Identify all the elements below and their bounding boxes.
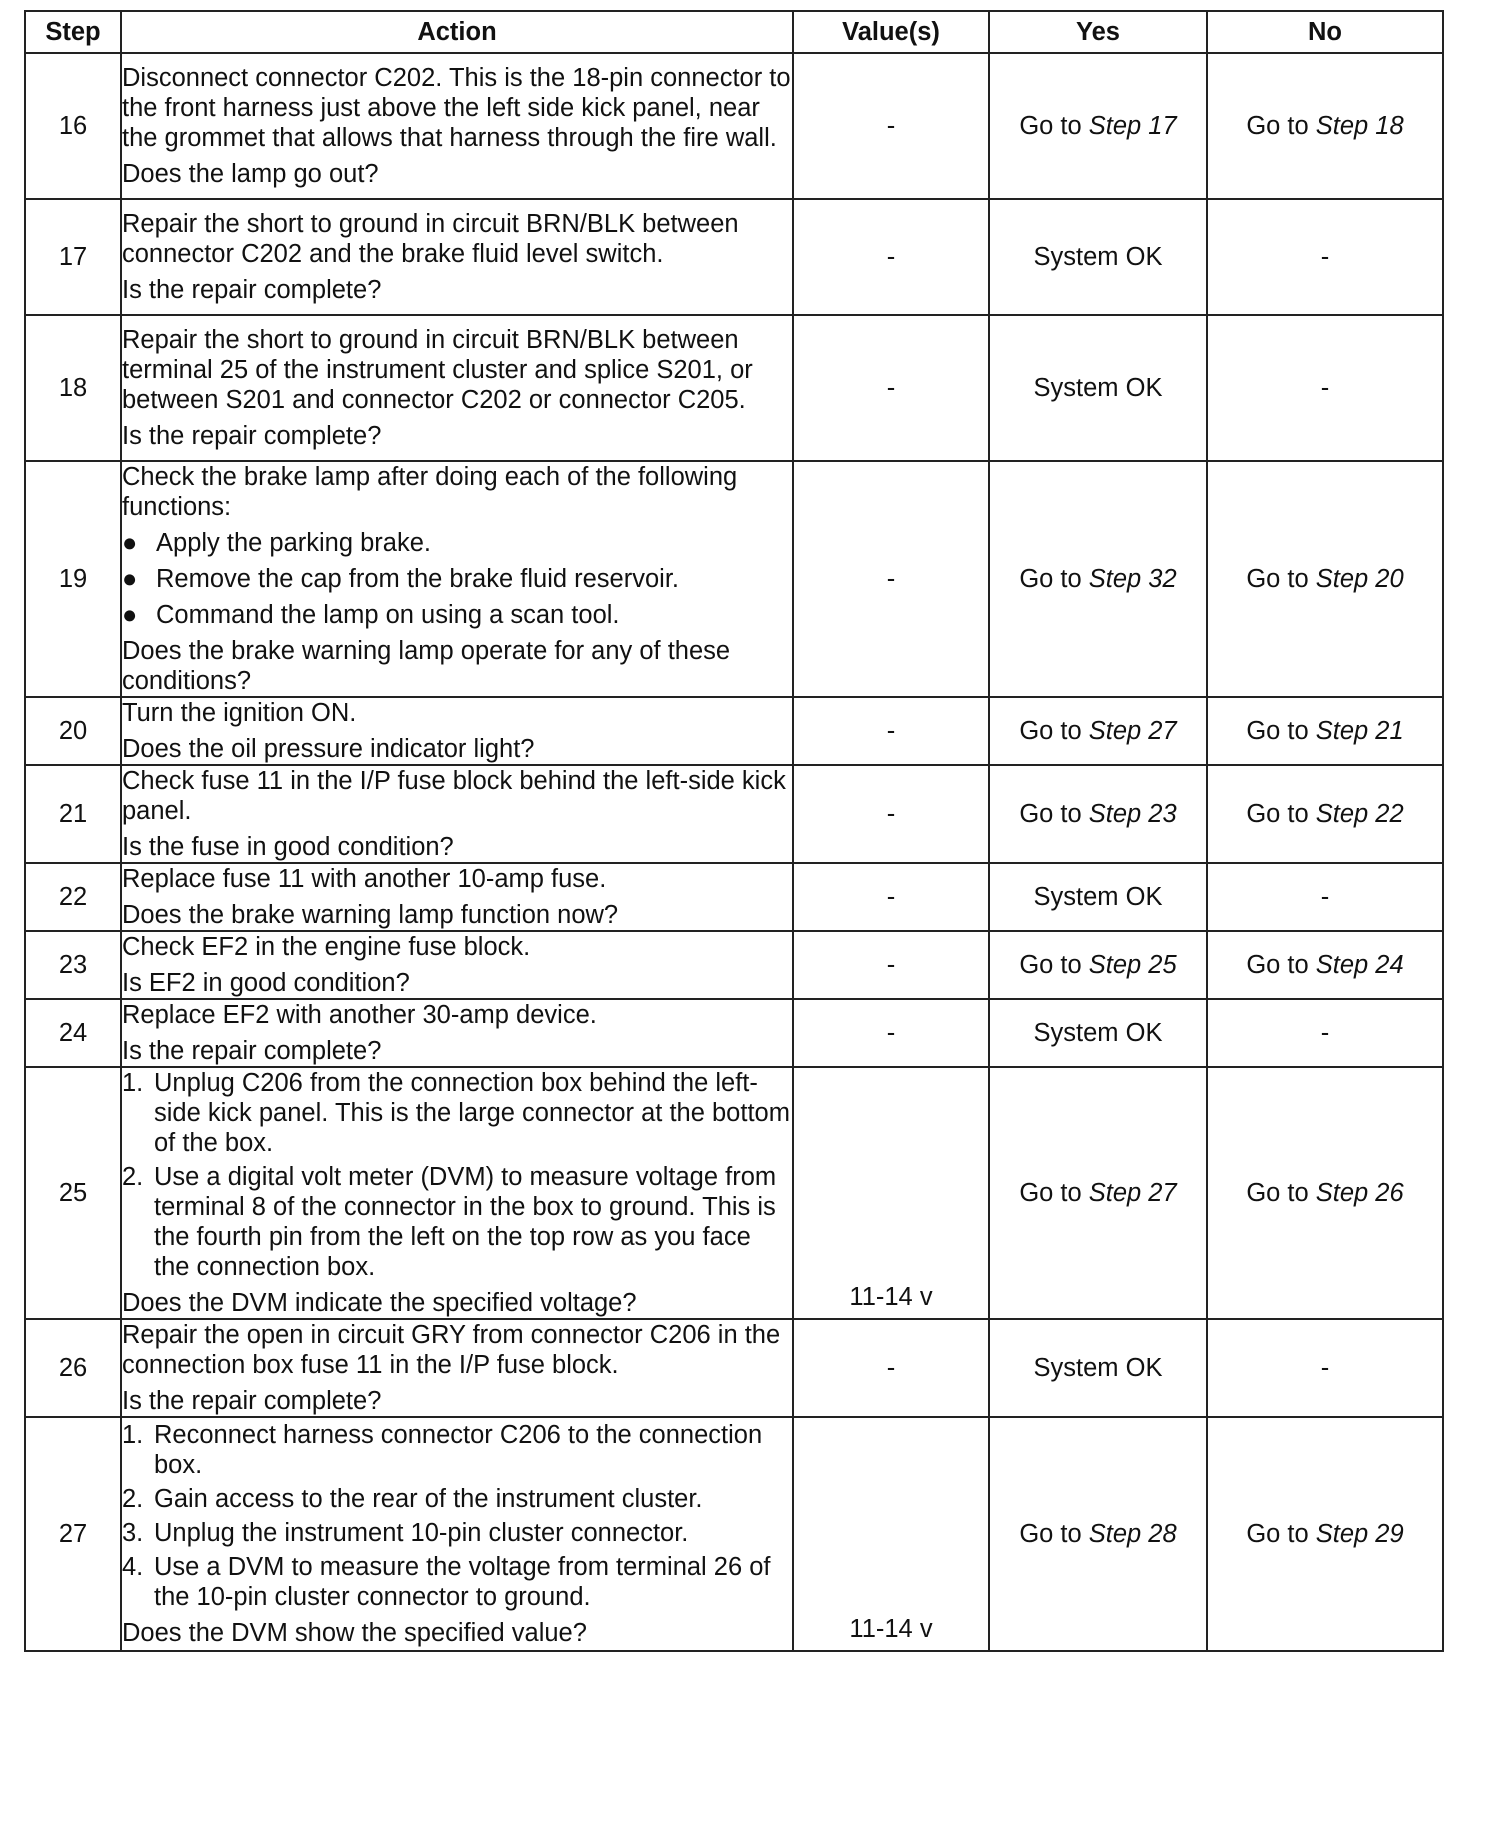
diagnostic-table [24, 10, 1444, 1652]
step-number: 20 [25, 697, 121, 765]
value-text: - [886, 374, 896, 402]
step-number: 24 [25, 999, 121, 1067]
numbered-item [122, 1162, 792, 1282]
yes-text: System OK [1033, 374, 1163, 402]
numbered-text: Reconnect harness connector C206 to the connection box. [154, 1421, 763, 1479]
item-number: 1. [122, 1069, 144, 1097]
no-cell [1207, 931, 1443, 999]
no-text: - [1320, 243, 1330, 271]
step-number: 21 [25, 765, 121, 863]
numbered-text: Use a digital volt meter (DVM) to measure voltage from terminal 8 of the connector in the box to ground. This is the fourth pin from the left on the top row as you face the connection box. [154, 1163, 777, 1281]
table-row [25, 199, 1443, 315]
value-text: - [886, 1354, 896, 1382]
value-text: - [886, 883, 896, 911]
table-row [25, 863, 1443, 931]
table-row [25, 53, 1443, 199]
table-row [25, 461, 1443, 697]
numbered-item [122, 1420, 792, 1480]
bullet-icon: ● [122, 529, 138, 557]
value-text: - [886, 243, 896, 271]
value-cell [793, 461, 989, 697]
no-goto [1246, 717, 1403, 745]
action-text: Check the brake lamp after doing each of the following functions: [122, 463, 738, 521]
action-text: Turn the ignition ON. [122, 699, 357, 727]
step-number: 19 [25, 461, 121, 697]
goto-step-link: Step 17 [1088, 112, 1177, 140]
action-cell [121, 931, 793, 999]
numbered-text: Use a DVM to measure the voltage from terminal 26 of the 10-pin cluster connector to ground. [154, 1553, 771, 1611]
no-text: - [1320, 1019, 1330, 1047]
bullet-text: Command the lamp on using a scan tool. [156, 601, 620, 629]
step-number: 25 [25, 1067, 121, 1319]
goto-step-link: Step 29 [1315, 1520, 1404, 1548]
step-number: 22 [25, 863, 121, 931]
value-text: - [886, 565, 896, 593]
goto-prefix: Go to [1019, 717, 1089, 745]
goto-step-link: Step 27 [1088, 717, 1177, 745]
action-cell [121, 1067, 793, 1319]
header-step: Step [25, 11, 121, 53]
item-number: 2. [122, 1485, 144, 1513]
goto-step-link: Step 21 [1315, 717, 1404, 745]
goto-prefix: Go to [1246, 951, 1316, 979]
action-text: Disconnect connector C202. This is the 18-pin connector to the front harness just above the left side kick panel, near the grommet that allows that harness through the fire wall. [122, 64, 791, 152]
goto-step-link: Step 22 [1315, 800, 1404, 828]
no-goto [1246, 565, 1403, 593]
value-text: 11-14 v [849, 1615, 933, 1643]
action-cell [121, 765, 793, 863]
table-row [25, 765, 1443, 863]
table-body [25, 53, 1443, 1651]
value-text: - [886, 951, 896, 979]
action-question: Does the brake warning lamp operate for any of these conditions? [122, 637, 731, 695]
item-number: 4. [122, 1553, 144, 1581]
goto-prefix: Go to [1019, 1520, 1089, 1548]
numbered-item [122, 1518, 792, 1548]
no-text: - [1320, 374, 1330, 402]
no-cell [1207, 863, 1443, 931]
item-number: 2. [122, 1163, 144, 1191]
no-goto [1246, 800, 1403, 828]
no-cell [1207, 697, 1443, 765]
yes-cell [989, 765, 1207, 863]
goto-prefix: Go to [1019, 112, 1089, 140]
no-cell [1207, 1417, 1443, 1651]
numbered-text: Unplug the instrument 10-pin cluster connector. [154, 1519, 689, 1547]
yes-cell [989, 315, 1207, 461]
action-cell [121, 1417, 793, 1651]
bullet-text: Apply the parking brake. [156, 529, 431, 557]
value-text: - [886, 112, 896, 140]
yes-goto [1019, 112, 1176, 140]
yes-cell [989, 53, 1207, 199]
action-text: Check fuse 11 in the I/P fuse block behind the left-side kick panel. [122, 767, 786, 825]
goto-prefix: Go to [1019, 1179, 1089, 1207]
yes-cell [989, 199, 1207, 315]
header-values: Value(s) [793, 11, 989, 53]
action-question: Is the repair complete? [122, 1387, 382, 1415]
step-number: 18 [25, 315, 121, 461]
goto-prefix: Go to [1246, 1520, 1316, 1548]
value-text: 11-14 v [849, 1283, 933, 1311]
action-question: Is EF2 in good condition? [122, 969, 410, 997]
header-row [25, 11, 1443, 53]
action-text: Repair the short to ground in circuit BRN/BLK between terminal 25 of the instrument cluster and splice S201, or between S201 and connector C202 or connector C205. [122, 326, 753, 414]
table-row [25, 931, 1443, 999]
table-row [25, 315, 1443, 461]
no-cell [1207, 765, 1443, 863]
bullet-text: Remove the cap from the brake fluid reservoir. [156, 565, 679, 593]
goto-prefix: Go to [1246, 112, 1316, 140]
numbered-item [122, 1552, 792, 1612]
action-text: Check EF2 in the engine fuse block. [122, 933, 531, 961]
no-cell [1207, 199, 1443, 315]
step-number: 26 [25, 1319, 121, 1417]
action-cell [121, 199, 793, 315]
goto-prefix: Go to [1019, 800, 1089, 828]
value-cell [793, 863, 989, 931]
yes-goto [1019, 1179, 1176, 1207]
bullet-icon: ● [122, 565, 138, 593]
yes-cell [989, 863, 1207, 931]
no-cell [1207, 1067, 1443, 1319]
action-cell [121, 315, 793, 461]
action-question: Is the repair complete? [122, 276, 382, 304]
table-row [25, 697, 1443, 765]
table-row [25, 999, 1443, 1067]
numbered-item [122, 1068, 792, 1158]
no-cell [1207, 315, 1443, 461]
no-text: - [1320, 1354, 1330, 1382]
header-no: No [1207, 11, 1443, 53]
yes-cell [989, 1319, 1207, 1417]
value-cell [793, 315, 989, 461]
goto-step-link: Step 28 [1088, 1520, 1177, 1548]
table-row [25, 1319, 1443, 1417]
yes-goto [1019, 951, 1176, 979]
action-text: Replace fuse 11 with another 10-amp fuse. [122, 865, 607, 893]
yes-goto [1019, 565, 1176, 593]
goto-step-link: Step 25 [1088, 951, 1177, 979]
no-cell [1207, 53, 1443, 199]
yes-goto [1019, 800, 1176, 828]
value-text: - [886, 1019, 896, 1047]
goto-step-link: Step 24 [1315, 951, 1404, 979]
action-cell [121, 999, 793, 1067]
goto-step-link: Step 18 [1315, 112, 1404, 140]
goto-step-link: Step 27 [1088, 1179, 1177, 1207]
action-question: Is the repair complete? [122, 1037, 382, 1065]
value-cell [793, 53, 989, 199]
item-number: 3. [122, 1519, 144, 1547]
goto-step-link: Step 26 [1315, 1179, 1404, 1207]
value-cell [793, 765, 989, 863]
value-cell [793, 931, 989, 999]
bullet-icon: ● [122, 601, 138, 629]
action-cell [121, 53, 793, 199]
action-question: Does the brake warning lamp function now? [122, 901, 619, 929]
value-text: - [886, 717, 896, 745]
goto-prefix: Go to [1246, 717, 1316, 745]
no-goto [1246, 1520, 1403, 1548]
no-goto [1246, 951, 1403, 979]
goto-prefix: Go to [1019, 951, 1089, 979]
action-cell [121, 1319, 793, 1417]
action-cell [121, 697, 793, 765]
yes-text: System OK [1033, 1019, 1163, 1047]
value-cell [793, 1417, 989, 1651]
table-row [25, 1067, 1443, 1319]
no-goto [1246, 112, 1403, 140]
value-text: - [886, 800, 896, 828]
action-cell [121, 461, 793, 697]
goto-prefix: Go to [1246, 565, 1316, 593]
action-question: Is the repair complete? [122, 422, 382, 450]
no-goto [1246, 1179, 1403, 1207]
step-number: 27 [25, 1417, 121, 1651]
yes-cell [989, 697, 1207, 765]
yes-cell [989, 1067, 1207, 1319]
goto-prefix: Go to [1019, 565, 1089, 593]
action-question: Does the lamp go out? [122, 160, 379, 188]
goto-step-link: Step 32 [1088, 565, 1177, 593]
yes-cell [989, 1417, 1207, 1651]
yes-cell [989, 931, 1207, 999]
action-question: Does the DVM indicate the specified voltage? [122, 1289, 637, 1317]
action-text: Repair the short to ground in circuit BRN/BLK between connector C202 and the brake fluid level switch. [122, 210, 739, 268]
header-yes: Yes [989, 11, 1207, 53]
action-bullet [122, 564, 792, 594]
value-cell [793, 1067, 989, 1319]
item-number: 1. [122, 1421, 144, 1449]
goto-prefix: Go to [1246, 800, 1316, 828]
action-question: Does the oil pressure indicator light? [122, 735, 535, 763]
yes-goto [1019, 1520, 1176, 1548]
value-cell [793, 999, 989, 1067]
value-cell [793, 1319, 989, 1417]
action-bullet [122, 528, 792, 558]
goto-step-link: Step 20 [1315, 565, 1404, 593]
yes-goto [1019, 717, 1176, 745]
step-number: 17 [25, 199, 121, 315]
action-question: Is the fuse in good condition? [122, 833, 454, 861]
yes-cell [989, 999, 1207, 1067]
action-text: Replace EF2 with another 30-amp device. [122, 1001, 597, 1029]
numbered-item [122, 1484, 792, 1514]
numbered-text: Gain access to the rear of the instrument cluster. [154, 1485, 703, 1513]
no-cell [1207, 999, 1443, 1067]
action-text: Repair the open in circuit GRY from connector C206 in the connection box fuse 11 in the I/P fuse block. [122, 1321, 781, 1379]
numbered-text: Unplug C206 from the connection box behind the left-side kick panel. This is the large connector at the bottom of the box. [154, 1069, 790, 1157]
no-cell [1207, 461, 1443, 697]
no-text: - [1320, 883, 1330, 911]
step-number: 23 [25, 931, 121, 999]
yes-text: System OK [1033, 243, 1163, 271]
value-cell [793, 199, 989, 315]
yes-text: System OK [1033, 1354, 1163, 1382]
yes-text: System OK [1033, 883, 1163, 911]
action-question: Does the DVM show the specified value? [122, 1619, 587, 1647]
goto-prefix: Go to [1246, 1179, 1316, 1207]
step-number: 16 [25, 53, 121, 199]
header-action: Action [121, 11, 793, 53]
value-cell [793, 697, 989, 765]
yes-cell [989, 461, 1207, 697]
goto-step-link: Step 23 [1088, 800, 1177, 828]
action-bullet [122, 600, 792, 630]
table-row [25, 1417, 1443, 1651]
no-cell [1207, 1319, 1443, 1417]
action-cell [121, 863, 793, 931]
